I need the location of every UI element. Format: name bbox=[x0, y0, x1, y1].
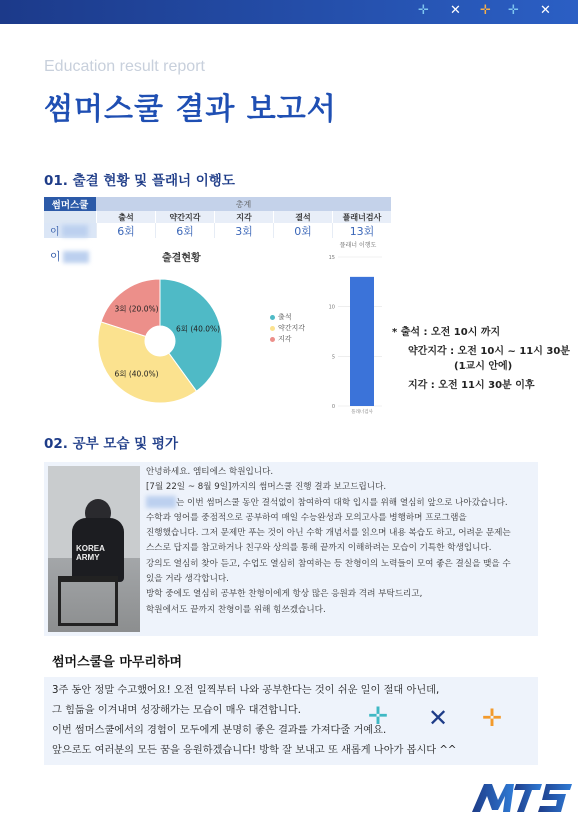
note-line: (1교시 안에) bbox=[454, 361, 513, 372]
text-line: 그 힘듦을 이겨내며 성장해가는 모습이 매우 대견합니다. bbox=[52, 705, 302, 716]
text-line: 앞으로도 여러분의 모든 꿈을 응원하겠습니다! 방학 잘 보내고 또 새롭게 나아가 봅시다 ^^ bbox=[52, 745, 457, 756]
y-tick-label: 15 bbox=[328, 255, 335, 261]
table-group-header: 총계 bbox=[96, 197, 391, 211]
bar-chart-title: 플래너 이행도 bbox=[339, 242, 377, 249]
report-title: 썸머스쿨 결과 보고서 bbox=[44, 92, 337, 127]
text-line: 진행했습니다. 그저 문제만 푸는 것이 아닌 수학 개념서를 읽으며 내용 복습도 하고, 어려운 문제는 bbox=[146, 528, 511, 539]
table-cell: 6회 bbox=[96, 223, 155, 238]
planner-bar-chart bbox=[322, 240, 384, 418]
section-heading-study: 02. 공부 모습 및 평가 bbox=[44, 436, 179, 452]
column-header: 지각 bbox=[214, 211, 273, 223]
legend-label: 지각 bbox=[278, 335, 292, 343]
legend-label: 약간지각 bbox=[278, 324, 306, 332]
photo-chair bbox=[58, 576, 118, 626]
legend-swatch bbox=[270, 315, 275, 320]
redaction-blur bbox=[63, 251, 89, 263]
text-line: 수학과 영어를 중점적으로 공부하여 매일 수능완성과 모의고사를 병행하며 프로그램을 bbox=[146, 512, 467, 523]
text-line: 학원에서도 끝까지 찬형이를 위해 힘쓰겠습니다. bbox=[146, 604, 326, 615]
pie-chart-title: 출결현황 bbox=[162, 253, 201, 264]
table-cell: 3회 bbox=[214, 223, 273, 238]
cross-icon: ✛ bbox=[482, 704, 503, 732]
report-subtitle: Education result report bbox=[44, 58, 205, 75]
text-line: 강의도 열심히 찾아 듣고, 수업도 열심히 참여하는 등 찬형이의 노력들이 모여 좋은 결실을 맺을 수 bbox=[146, 558, 511, 569]
text-line: 안녕하세요. 엠티에스 학원입니다. bbox=[146, 467, 274, 477]
attendance-table bbox=[44, 197, 391, 238]
study-panel bbox=[44, 462, 538, 636]
pie-legend bbox=[270, 312, 305, 345]
x-mark-icon: ✕ bbox=[428, 704, 449, 732]
closing-panel bbox=[44, 677, 538, 765]
text-line: 있을 거라 생각합니다. bbox=[146, 574, 229, 585]
note-line: 약간지각 : 오전 10시 ~ 11시 30분 bbox=[408, 346, 570, 357]
legend-label: 출석 bbox=[278, 313, 292, 321]
pie-data-label: 6회 (40.0%) bbox=[175, 324, 221, 334]
study-evaluation-text bbox=[146, 465, 536, 618]
legend-swatch bbox=[270, 326, 275, 331]
x-mark-icon: ✕ bbox=[540, 3, 551, 18]
attendance-pie-chart bbox=[95, 276, 245, 426]
legend-item bbox=[270, 323, 305, 334]
photo-shirt-text: KOREA ARMY bbox=[76, 544, 105, 562]
bar-planner bbox=[350, 277, 374, 406]
column-header: 출석 bbox=[96, 211, 155, 223]
x-mark-icon: ✕ bbox=[450, 3, 461, 18]
section-heading-attendance: 01. 출결 현황 및 플래너 이행도 bbox=[44, 173, 235, 189]
text-line: 3주 동안 정말 수고했어요! 오전 일찍부터 나와 공부한다는 것이 쉬운 일이 절대 아닌데, bbox=[52, 685, 440, 696]
table-row-header: 썸머스쿨 bbox=[44, 197, 96, 211]
column-header: 약간지각 bbox=[155, 211, 214, 223]
closing-text bbox=[52, 681, 532, 761]
redaction-blur bbox=[62, 225, 88, 237]
y-tick-label: 10 bbox=[328, 304, 335, 311]
pie-data-label: 6회 (40.0%) bbox=[114, 369, 159, 379]
student-name: 이 bbox=[50, 227, 60, 238]
text-line: [7월 22일 ~ 8월 9일]까지의 썸머스쿨 진행 결과 보고드립니다. bbox=[146, 482, 387, 493]
closing-heading: 썸머스쿨을 마무리하며 bbox=[52, 655, 183, 670]
student-name-cell bbox=[44, 223, 96, 238]
note-line: * 출석 : 오전 10시 까지 bbox=[392, 327, 501, 338]
table-blank-cell bbox=[44, 211, 96, 223]
student-name: 이 bbox=[50, 250, 61, 263]
table-cell: 6회 bbox=[155, 223, 214, 238]
x-tick-label: 플래너검사 bbox=[351, 410, 373, 415]
student-photo bbox=[48, 466, 140, 632]
legend-swatch bbox=[270, 337, 275, 342]
table-cell: 13회 bbox=[332, 223, 391, 238]
legend-item bbox=[270, 334, 305, 345]
pie-data-label: 3회 (20.0%) bbox=[114, 304, 159, 314]
text-line: 방학 중에도 열심히 공부한 찬형이에게 항상 많은 응원과 격려 부탁드리고, bbox=[146, 589, 423, 600]
cross-icon: ✛ bbox=[480, 3, 491, 18]
cross-icon: ✛ bbox=[508, 3, 519, 18]
column-header: 결석 bbox=[273, 211, 332, 223]
text-line: 스스로 답지를 참고하거나 친구와 상의를 통해 끝까지 이해하려는 모습이 기특한 학생입니다. bbox=[146, 543, 492, 554]
attendance-notes bbox=[392, 325, 578, 393]
cross-icon: ✛ bbox=[368, 702, 389, 730]
text-line bbox=[146, 496, 536, 511]
y-tick-label: 0 bbox=[331, 404, 335, 410]
cross-icon: ✛ bbox=[418, 3, 429, 18]
mts-logo bbox=[470, 780, 574, 814]
y-tick-label: 5 bbox=[331, 354, 335, 361]
note-line: 지각 : 오전 11시 30분 이후 bbox=[408, 380, 535, 391]
legend-item bbox=[270, 312, 305, 323]
text-line: 이번 썸머스쿨에서의 경험이 모두에게 분명히 좋은 결과를 가져다줄 거예요. bbox=[52, 725, 387, 736]
column-header: 플래너검사 bbox=[332, 211, 391, 223]
table-cell: 0회 bbox=[273, 223, 332, 238]
text-line-content: 는 이번 썸머스쿨 동안 결석없이 참여하여 대학 입시를 위해 열심히 앞으로 나아갔습니다. bbox=[176, 497, 508, 508]
redaction-blur bbox=[146, 496, 176, 508]
top-banner bbox=[0, 0, 578, 24]
student-name-label bbox=[50, 248, 89, 264]
